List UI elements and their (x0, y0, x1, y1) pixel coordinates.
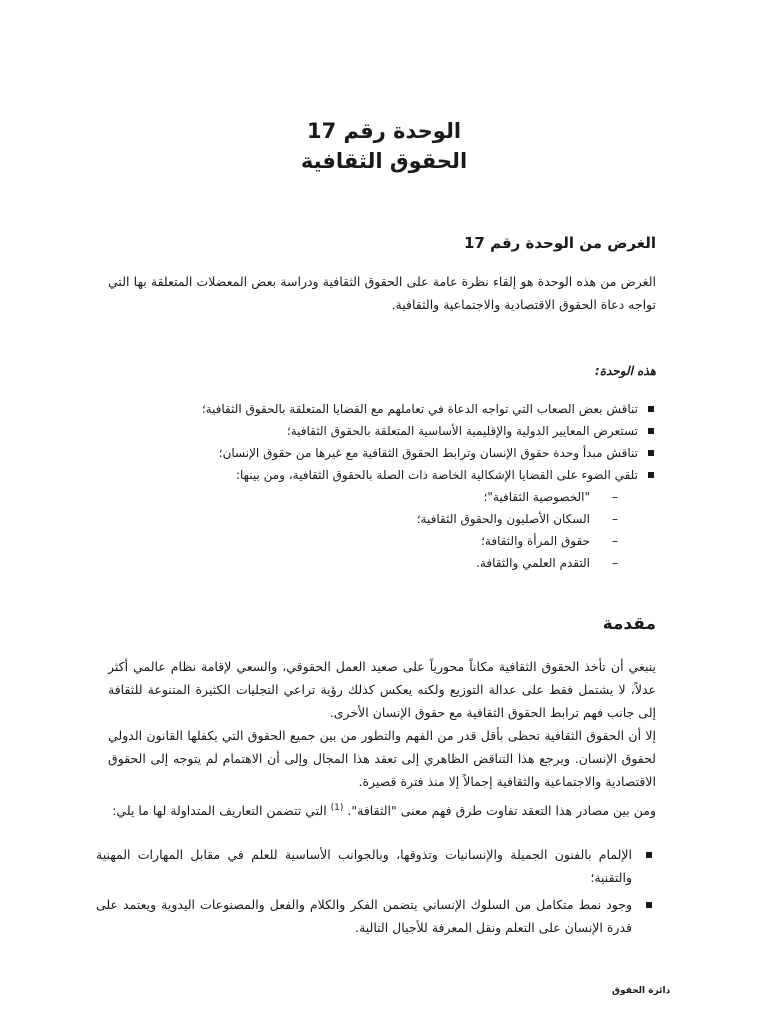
unit-title (0, 116, 768, 176)
definition-tail-text: التي تتضمن التعاريف المتداولة لها ما يلي: (112, 803, 327, 819)
list-item: تناقش بعض الصعاب التي تواجه الدعاة في تعاملهم مع القضايا المتعلقة بالحقوق الثقافية؛ (96, 398, 656, 420)
footnote-marker: (1) (330, 803, 344, 813)
sublist-item: – حقوق المرأة والثقافة؛ (96, 530, 638, 552)
unit-goals-heading: هذه الوحدة: (594, 364, 656, 378)
definition-lead-text: ومن بين مصادر هذا التعقد تفاوت طرق فهم معنى "الثقافة". (347, 803, 656, 819)
list-item-text: تلقي الضوء على القضايا الإشكالية الخاصة ذات الصلة بالحقوق الثقافية، ومن بينها: (235, 468, 638, 482)
intro-paragraph-2: إلا أن الحقوق الثقافية تحظى بأقل قدر من الفهم والتطور من بين جميع الحقوق التي يكفلها القانون الدولي لحقوق الإنسان. ويرجع هذا التناقض الظاهري إلى تعقد هذا المجال وإلى أن الاهتمام لم يتوجه إلى الحقوق الاقتصادية والاجتماعية والثقافية إجمالاً إلا منذ فترة قصيرة. (108, 728, 656, 789)
page-footer: دائرة الحقوق (612, 986, 671, 996)
unit-goals-list (96, 398, 656, 574)
sublist-item: – السكان الأصليون والحقوق الثقافية؛ (96, 508, 638, 530)
culture-definition-intro (108, 797, 656, 822)
culture-definitions-list (96, 843, 656, 943)
introduction-heading: مقدمة (602, 614, 656, 634)
list-item: تستعرض المعايير الدولية والإقليمية الأساسية المتعلقة بالحقوق الثقافية؛ (96, 420, 656, 442)
list-item: الإلمام بالفنون الجميلة والإنسانيات وتذوقها، وبالجوانب الأساسية للعلم في مقابل المهارات المهنية والتقنية؛ (96, 843, 656, 889)
intro-paragraph-1: ينبغي أن تأخذ الحقوق الثقافية مكاناً محورياً على صعيد العمل الحقوقي، والسعي لإقامة نظام عالمي أكثر عدلاً، لا يشتمل فقط على عدالة التوزيع ولكنه يعكس كذلك رؤية تراعي التجليات الكثيرة المتنوعة للثقافة إلى جانب فهم ترابط الحقوق الثقافية مع حقوق الإنسان الأخرى. (108, 659, 656, 720)
sublist-item: – التقدم العلمي والثقافة. (96, 552, 638, 574)
purpose-paragraph: الغرض من هذه الوحدة هو إلقاء نظرة عامة على الحقوق الثقافية ودراسة بعض المعضلات المتعلقة بها التي تواجه دعاة الحقوق الاقتصادية والاجتماعية والثقافية. (108, 274, 656, 312)
list-item: وجود نمط متكامل من السلوك الإنساني يتضمن الفكر والكلام والفعل والمصنوعات اليدوية ويعتمد على قدرة الإنسان على التعلم ونقل المعرفة للأجيال التالية. (96, 893, 656, 939)
unit-number-title: الوحدة رقم 17 (306, 119, 462, 143)
sublist-item: – "الخصوصية الثقافية"؛ (96, 486, 638, 508)
list-item (96, 464, 656, 574)
purpose-heading: الغرض من الوحدة رقم 17 (463, 234, 656, 252)
unit-topic-title: الحقوق الثقافية (300, 149, 468, 173)
list-item: تناقش مبدأ وحدة حقوق الإنسان وترابط الحقوق الثقافية مع غيرها من حقوق الإنسان؛ (96, 442, 656, 464)
issues-sublist (96, 486, 638, 574)
